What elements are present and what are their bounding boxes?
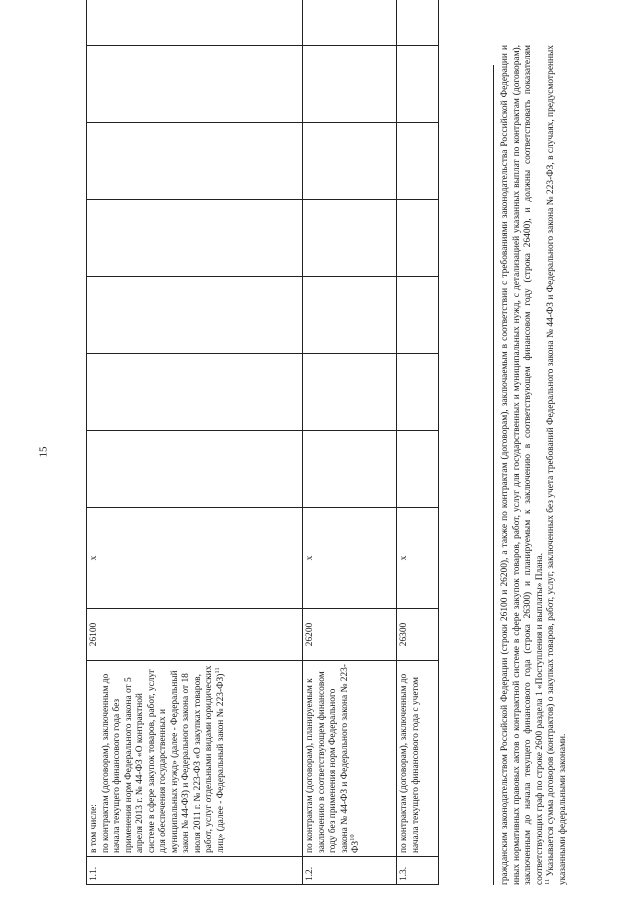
value-cell [303, 0, 397, 46]
row-number: 1.2. [303, 857, 397, 885]
row-code: 26300 [397, 609, 439, 661]
value-cell [397, 277, 439, 354]
row-number: 1.3. [397, 857, 439, 885]
value-cell [397, 0, 439, 46]
footnote-mark: 11 [543, 878, 551, 885]
page-number: 15 [37, 446, 50, 458]
footnote-11 [543, 45, 569, 885]
value-cell [87, 0, 303, 46]
row-text: по контрактам (договорам), планируемым к заключению в соответствующем финансовом году без применения норм Федерального закона № 44-ФЗ и Федерального закона № 223-ФЗ [305, 664, 361, 853]
value-cell [397, 46, 439, 123]
value-cell [303, 277, 397, 354]
value-cell [303, 354, 397, 431]
value-cell [87, 46, 303, 123]
value-cell [87, 354, 303, 431]
value-cell [397, 200, 439, 277]
expenses-table [86, 0, 439, 885]
row-intro: в том числе: [89, 804, 99, 853]
value-cell [87, 123, 303, 200]
value-cell [87, 277, 303, 354]
footnote-text: Указывается сумма договоров (контрактов) о закупках товаров, работ, услуг, заключенных без учета требований Федерального закона № 44-ФЗ и Федерального закона № 223-ФЗ, в случаях, предусмотренных указанными федеральными законами. [546, 45, 568, 885]
row-text: по контрактам (договорам), заключенным до начала текущего финансового года с учетом [399, 673, 421, 853]
value-cell [397, 354, 439, 431]
row-description [303, 661, 397, 857]
value-cell [87, 431, 303, 508]
row-description [397, 661, 439, 857]
value-cell [303, 123, 397, 200]
footnote-continuation: гражданским законодательством Российской Федерации (строки 26100 и 26200), а также по контрактам (договорам), заключаемым в соответствии с требованиями законодательства Российской Федерации и иных нормативных правовых актов о контрактной системе в сфере закупок товаров, работ, услуг для государственных и муниципальных нужд, с детализацией указанных выплат по контрактам (договорам), заключенным до начала текущего финансового года (строка 26300) и планируемым к заключению в соответствующем финансовом году (строка 26400), и должны соответствовать показателям соответствующих граф по строке 2600 раздела 1 «Поступления и выплаты» Плана. [500, 45, 545, 885]
footnote-ref: 11 [213, 667, 221, 674]
table-row [303, 0, 397, 885]
row-number: 1.1. [87, 857, 303, 885]
row-x-mark: х [87, 508, 303, 609]
row-x-mark: х [397, 508, 439, 609]
footnotes [493, 45, 569, 885]
value-cell [397, 431, 439, 508]
table-row [87, 0, 303, 885]
value-cell [87, 200, 303, 277]
row-text: по контрактам (договорам), заключенным до начала текущего финансового года без применения норм Федерального закона от 5 апреля 2013 г. № 44-ФЗ «О контрактной системе в сфере закупок товаров, работ, услуг для обеспечения государственных и муниципальных нужд» (далее - Федеральный закон № 44-ФЗ) и Федерального закона от 18 июля 2011 г. № 223-ФЗ «О закупках товаров, работ, услуг отдельными видами юридических лиц» (далее - Федеральный закон № 223-ФЗ) [100, 665, 226, 853]
value-cell [303, 46, 397, 123]
table-body [87, 0, 439, 885]
value-cell [303, 431, 397, 508]
value-cell [397, 123, 439, 200]
row-code: 26200 [303, 609, 397, 661]
row-x-mark: х [303, 508, 397, 609]
footnote-divider [493, 65, 494, 885]
row-code: 26100 [87, 609, 303, 661]
value-cell [303, 200, 397, 277]
row-description [87, 661, 303, 857]
table-row [397, 0, 439, 885]
footnote-ref: 10 [348, 834, 356, 841]
